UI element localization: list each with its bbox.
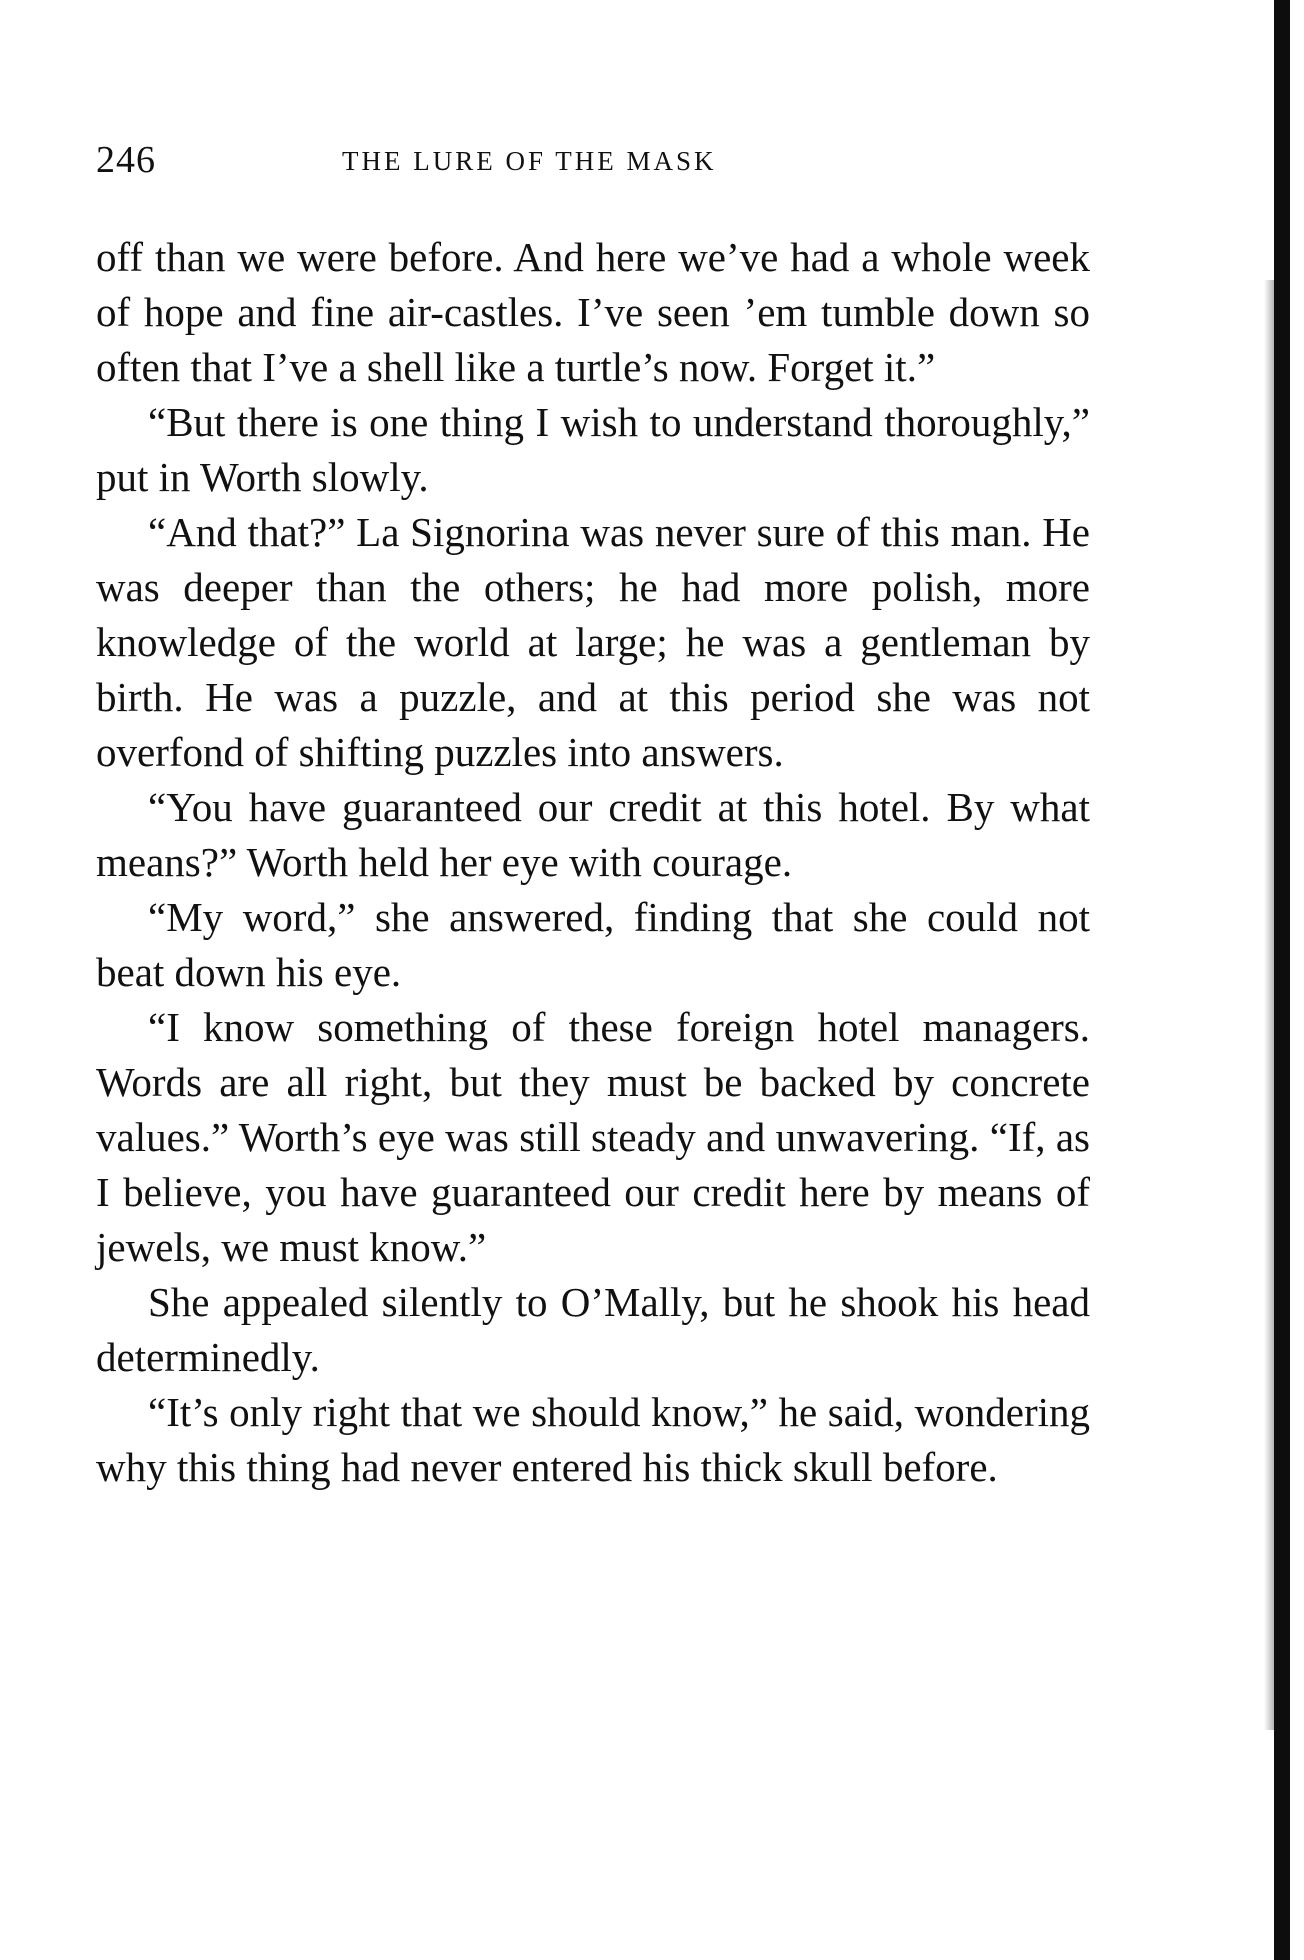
paragraph: “I know something of these foreign hotel managers. Words are all right, but they must be backed by concrete values.” Worth’s eye was still steady and unwavering. “If, as I believe, you have guaranteed our credit here by means of jewels, we must know.” bbox=[96, 1004, 1090, 1270]
running-head bbox=[96, 138, 1086, 188]
body-text bbox=[96, 230, 1090, 1495]
paragraph: “But there is one thing I wish to understand thoroughly,” put in Worth slowly. bbox=[96, 399, 1090, 500]
running-title: THE LURE OF THE MASK bbox=[342, 146, 717, 176]
paragraph: “You have guaranteed our credit at this hotel. By what means?” Worth held her eye with courage. bbox=[96, 784, 1090, 885]
paragraph: “And that?” La Signorina was never sure of this man. He was deeper than the others; he had more polish, more knowledge of the world at large; he was a gentleman by birth. He was a puzzle, and at this period she was not overfond of shifting puzzles into answers. bbox=[96, 509, 1090, 775]
scan-shadow bbox=[1264, 280, 1274, 1730]
paragraph: “My word,” she answered, finding that she could not beat down his eye. bbox=[96, 894, 1090, 995]
scanned-page-edge bbox=[1274, 0, 1290, 1960]
paragraph: “It’s only right that we should know,” he said, wondering why this thing had never entered his thick skull before. bbox=[96, 1389, 1090, 1490]
paragraph: off than we were before. And here we’ve had a whole week of hope and fine air-castles. I’ve seen ’em tumble down so often that I’ve a shell like a turtle’s now. Forget it.” bbox=[96, 234, 1090, 390]
page-number: 246 bbox=[96, 139, 156, 181]
paragraph: She appealed silently to O’Mally, but he shook his head determinedly. bbox=[96, 1279, 1090, 1380]
